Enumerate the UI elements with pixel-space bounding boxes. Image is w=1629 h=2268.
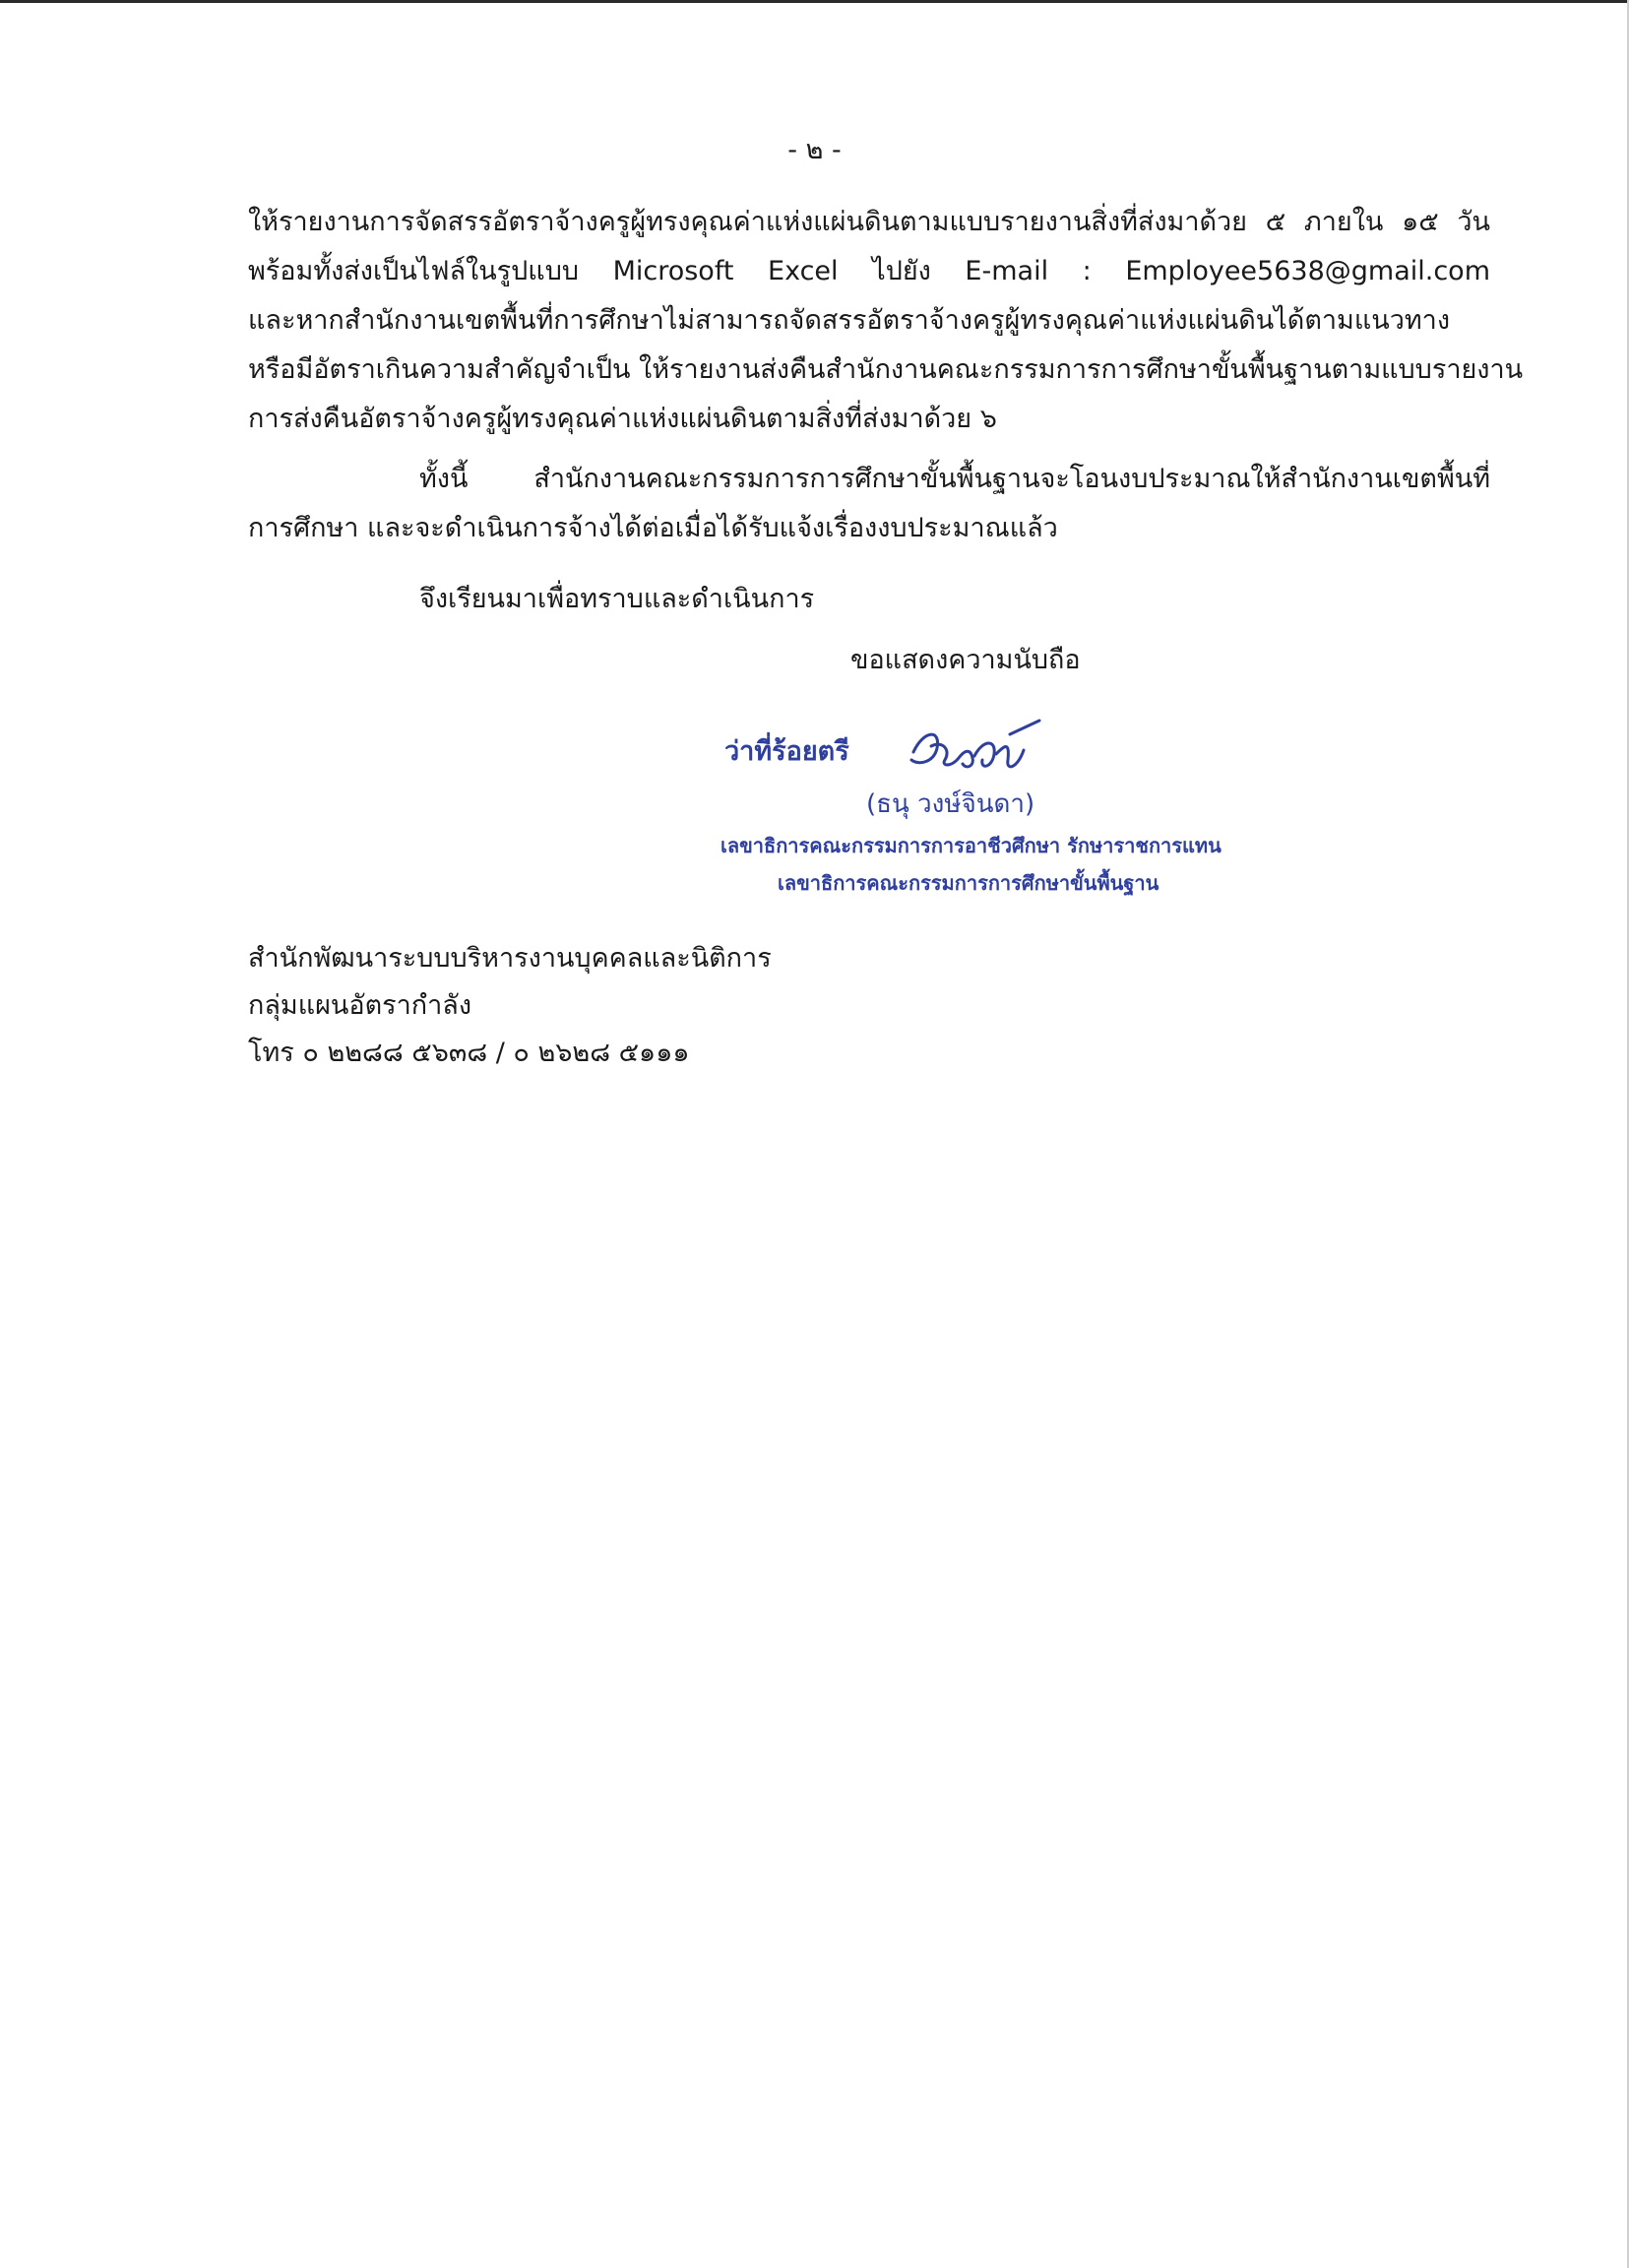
closing-statement: จึงเรียนมาเพื่อทราบและดำเนินการ [419, 584, 815, 614]
regards-salutation: ขอแสดงความนับถือ [850, 645, 1081, 675]
page-number: - ๒ - [787, 135, 842, 165]
scan-top-edge [0, 0, 1629, 3]
handwritten-signature [902, 711, 1049, 789]
signer-position: เลขาธิการคณะกรรมการการศึกษาขั้นพื้นฐาน [778, 871, 1159, 895]
office-contact [248, 935, 772, 1077]
paragraph-line: พร้อมทั้งส่งเป็นไฟล์ในรูปแบบ Microsoft Excel ไปยัง E-mail : Employee5638@gmail.com [248, 256, 1490, 286]
office-department: สำนักพัฒนาระบบบริหารงานบุคคลและนิติการ [248, 943, 772, 974]
signer-rank: ว่าที่ร้อยตรี [724, 736, 849, 767]
paragraph-line: ทั้งนี้ สำนักงานคณะกรรมการการศึกษาขั้นพื้นฐานจะโอนงบประมาณให้สำนักงานเขตพื้นที่ [419, 464, 1490, 494]
office-group: กลุ่มแผนอัตรากำลัง [248, 990, 472, 1021]
paragraph-line: การศึกษา และจะดำเนินการจ้างได้ต่อเมื่อได้รับแจ้งเรื่องงบประมาณแล้ว [248, 513, 1058, 543]
paragraph-line: ให้รายงานการจัดสรรอัตราจ้างครูผู้ทรงคุณค่าแห่งแผ่นดินตามแบบรายงานสิ่งที่ส่งมาด้วย ๕ ภายใน ๑๕ วัน [248, 207, 1490, 237]
paragraph-line: หรือมีอัตราเกินความสำคัญจำเป็น ให้รายงานส่งคืนสำนักงานคณะกรรมการการศึกษาขั้นพื้นฐานตามแบบรายงาน [248, 354, 1524, 385]
signer-name: (ธนุ วงษ์จินดา) [866, 789, 1035, 819]
paragraph-line: การส่งคืนอัตราจ้างครูผู้ทรงคุณค่าแห่งแผ่นดินตามสิ่งที่ส่งมาด้วย ๖ [248, 404, 997, 434]
signer-position-acting: เลขาธิการคณะกรรมการการอาชีวศึกษา รักษาราชการแทน [721, 834, 1222, 857]
paragraph-report-instructions [248, 198, 1524, 444]
paragraph-line: และหากสำนักงานเขตพื้นที่การศึกษาไม่สามารถจัดสรรอัตราจ้างครูผู้ทรงคุณค่าแห่งแผ่นดินได้ตามแนวทาง [248, 305, 1450, 336]
office-phone: โทร ๐ ๒๒๘๘ ๕๖๓๘ / ๐ ๒๖๒๘ ๕๑๑๑ [248, 1038, 690, 1068]
paragraph-budget-transfer [248, 455, 1490, 553]
